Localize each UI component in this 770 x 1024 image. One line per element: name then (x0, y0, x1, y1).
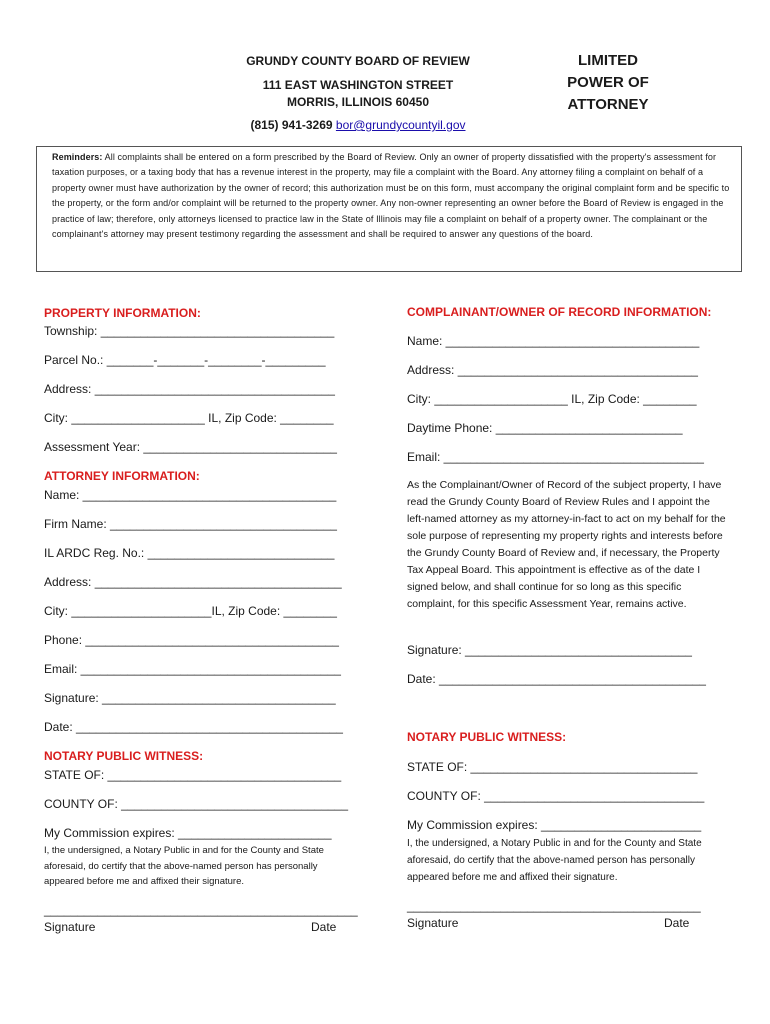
owner-signature-field[interactable]: Signature: __________________________________ (407, 643, 692, 657)
left-commission-field[interactable]: My Commission expires: _______________________ (44, 826, 332, 840)
property-info-heading: PROPERTY INFORMATION: (44, 306, 201, 320)
property-address-field[interactable]: Address: ____________________________________ (44, 382, 335, 396)
attorney-city-field[interactable]: City: _____________________IL, Zip Code: ________ (44, 604, 337, 618)
contact-line (220, 118, 496, 132)
left-notary-signature-line[interactable]: _______________________________________________ (44, 903, 358, 917)
right-county-field[interactable]: COUNTY OF: _________________________________ (407, 789, 705, 803)
owner-daytime-phone-field[interactable]: Daytime Phone: ____________________________ (407, 421, 683, 435)
owner-authorization-statement: As the Complainant/Owner of Record of the subject property, I have read the Grundy County Board of Review Rules and I appoint the left-named attorney as my attorney-in-fact to act on my behalf for the sole purpose of representing my property rights and interests before the Grundy County Board of Review and, if necessary, the Property Tax Appeal Board. This appointment is effective as of the date I signed below, and shall continue for so long as this specific complaint, for this specific Assessment Year, remains active. (407, 479, 726, 610)
owner-info-heading: COMPLAINANT/OWNER OF RECORD INFORMATION: (407, 305, 712, 319)
email-link[interactable]: bor@grundycountyil.gov (335, 118, 466, 132)
left-county-field[interactable]: COUNTY OF: __________________________________ (44, 797, 349, 811)
attorney-email-field[interactable]: Email: _______________________________________ (44, 662, 341, 676)
owner-email-field[interactable]: Email: _______________________________________ (407, 450, 704, 464)
reminders-label: Reminders: (52, 152, 103, 162)
property-city-field[interactable]: City: ____________________ IL, Zip Code: ________ (44, 411, 334, 425)
form-title (548, 50, 668, 116)
attorney-info-heading: ATTORNEY INFORMATION: (44, 469, 200, 483)
left-signature-label: Signature (44, 920, 96, 934)
attorney-phone-field[interactable]: Phone: ______________________________________ (44, 633, 339, 647)
right-notary-statement: I, the undersigned, a Notary Public in and for the County and State aforesaid, do certify that the above-named person has personally appeared before me and affixed their signature. (407, 838, 702, 883)
title-line-2: POWER OF (567, 74, 649, 91)
attorney-signature-field[interactable]: Signature: ___________________________________ (44, 691, 336, 705)
left-notary-heading: NOTARY PUBLIC WITNESS: (44, 749, 204, 763)
owner-address-field[interactable]: Address: ____________________________________ (407, 363, 698, 377)
firm-name-field[interactable]: Firm Name: __________________________________ (44, 517, 337, 531)
owner-name-field[interactable]: Name: ______________________________________ (407, 334, 700, 348)
street-address: 111 EAST WASHINGTON STREET (262, 78, 454, 92)
title-line-1: LIMITED (578, 52, 638, 69)
right-notary-signature-line[interactable]: ____________________________________________ (407, 899, 701, 913)
phone-number: (815) 941-3269 (250, 118, 333, 132)
left-date-label: Date (311, 920, 337, 934)
left-state-field[interactable]: STATE OF: ___________________________________ (44, 768, 342, 782)
ardc-field[interactable]: IL ARDC Reg. No.: ____________________________ (44, 546, 335, 560)
parcel-field[interactable]: Parcel No.: _______-_______-________-_________ (44, 353, 326, 367)
assessment-year-field[interactable]: Assessment Year: _____________________________ (44, 440, 337, 454)
reminders-body: All complaints shall be entered on a form prescribed by the Board of Review. Only an owner of property dissatisfied with the property's assessment for taxation purposes, or a taxing body that has a revenue interest in the property, may file a complaint with the Board. Any attorney filing a complaint on behalf of a property owner must have authorization by the owner of record; this authorization must be on this form, must accompany the original complaint form and be specific to the property, or the form and/or complaint will be returned to the property owner. Any non-owner representing an owner before the Board of Review is engaged in the practice of law; therefore, only attorneys licensed to practice law in the State of Illinois may file a complaint on behalf of a property owner. The complainant or the complainant's attorney may present testimony regarding the assessment and shall be required to answer any questions of the board. (52, 152, 730, 240)
township-field[interactable]: Township: ___________________________________ (44, 324, 335, 338)
board-name: GRUNDY COUNTY BOARD OF REVIEW (246, 54, 470, 68)
right-state-field[interactable]: STATE OF: __________________________________ (407, 760, 698, 774)
right-commission-field[interactable]: My Commission expires: ________________________ (407, 818, 702, 832)
owner-city-field[interactable]: City: ____________________ IL, Zip Code: ________ (407, 392, 697, 406)
attorney-date-field[interactable]: Date: ________________________________________ (44, 720, 343, 734)
right-notary-heading: NOTARY PUBLIC WITNESS: (407, 730, 567, 744)
right-signature-label: Signature (407, 916, 459, 930)
right-date-label: Date (664, 916, 690, 930)
reminders-text (52, 150, 737, 242)
attorney-address-field[interactable]: Address: _____________________________________ (44, 575, 342, 589)
attorney-name-field[interactable]: Name: ______________________________________ (44, 488, 337, 502)
title-line-3: ATTORNEY (567, 96, 649, 113)
city-address: MORRIS, ILLINOIS 60450 (286, 95, 430, 109)
left-notary-statement: I, the undersigned, a Notary Public in and for the County and State aforesaid, do certify that the above-named person has personally appeared before me and affixed their signature. (44, 845, 324, 887)
owner-date-field[interactable]: Date: ________________________________________ (407, 672, 706, 686)
